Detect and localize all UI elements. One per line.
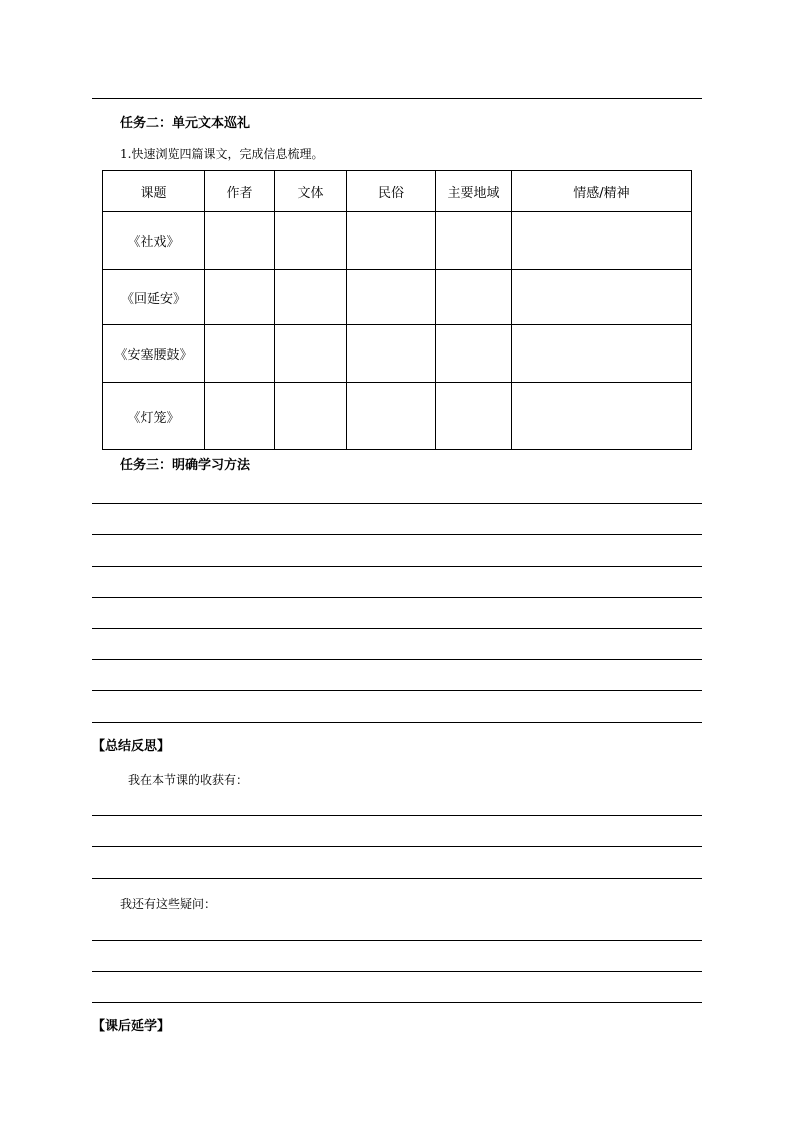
header-cell: 情感/精神 (512, 171, 692, 212)
emotion-cell[interactable] (512, 270, 692, 325)
writing-line[interactable] (92, 815, 702, 816)
gain-prompt: 我在本节课的收获有： (128, 773, 249, 787)
writing-line[interactable] (92, 534, 702, 535)
task3-heading: 任务三：明确学习方法 (120, 458, 251, 473)
genre-cell[interactable] (275, 383, 347, 450)
table-row (103, 383, 692, 450)
task2-heading: 任务二：单元文本巡礼 (120, 116, 251, 131)
author-cell[interactable] (205, 212, 275, 270)
custom-cell[interactable] (347, 325, 436, 383)
header-cell: 作者 (205, 171, 275, 212)
writing-line[interactable] (92, 846, 702, 847)
author-cell[interactable] (205, 383, 275, 450)
emotion-cell[interactable] (512, 325, 692, 383)
summary-heading: 【总结反思】 (92, 739, 171, 754)
writing-line[interactable] (92, 722, 702, 723)
region-cell[interactable] (436, 383, 512, 450)
writing-line[interactable] (92, 566, 702, 567)
table-row (103, 325, 692, 383)
header-cell: 课题 (103, 171, 205, 212)
lesson-title-cell: 《灯笼》 (103, 383, 205, 450)
genre-cell[interactable] (275, 325, 347, 383)
writing-line[interactable] (92, 659, 702, 660)
lesson-title-cell: 《安塞腰鼓》 (103, 325, 205, 383)
custom-cell[interactable] (347, 212, 436, 270)
region-cell[interactable] (436, 325, 512, 383)
writing-line[interactable] (92, 878, 702, 879)
table-row (103, 212, 692, 270)
author-cell[interactable] (205, 270, 275, 325)
table-row (103, 270, 692, 325)
writing-line[interactable] (92, 503, 702, 504)
writing-line[interactable] (92, 971, 702, 972)
writing-line[interactable] (92, 1002, 702, 1003)
top-rule (92, 98, 702, 99)
lesson-title-cell: 《社戏》 (103, 212, 205, 270)
writing-line[interactable] (92, 628, 702, 629)
region-cell[interactable] (436, 212, 512, 270)
emotion-cell[interactable] (512, 212, 692, 270)
region-cell[interactable] (436, 270, 512, 325)
lesson-title-cell: 《回延安》 (103, 270, 205, 325)
info-table (102, 170, 692, 450)
author-cell[interactable] (205, 325, 275, 383)
emotion-cell[interactable] (512, 383, 692, 450)
after-class-heading: 【课后延学】 (92, 1019, 171, 1034)
table-header-row (103, 171, 692, 212)
task2-instruction: 1.快速浏览四篇课文，完成信息梳理。 (120, 147, 324, 161)
genre-cell[interactable] (275, 270, 347, 325)
question-prompt: 我还有这些疑问： (120, 897, 217, 911)
custom-cell[interactable] (347, 270, 436, 325)
writing-line[interactable] (92, 940, 702, 941)
header-cell: 民俗 (347, 171, 436, 212)
header-cell: 文体 (275, 171, 347, 212)
writing-line[interactable] (92, 690, 702, 691)
genre-cell[interactable] (275, 212, 347, 270)
writing-line[interactable] (92, 597, 702, 598)
header-cell: 主要地域 (436, 171, 512, 212)
custom-cell[interactable] (347, 383, 436, 450)
